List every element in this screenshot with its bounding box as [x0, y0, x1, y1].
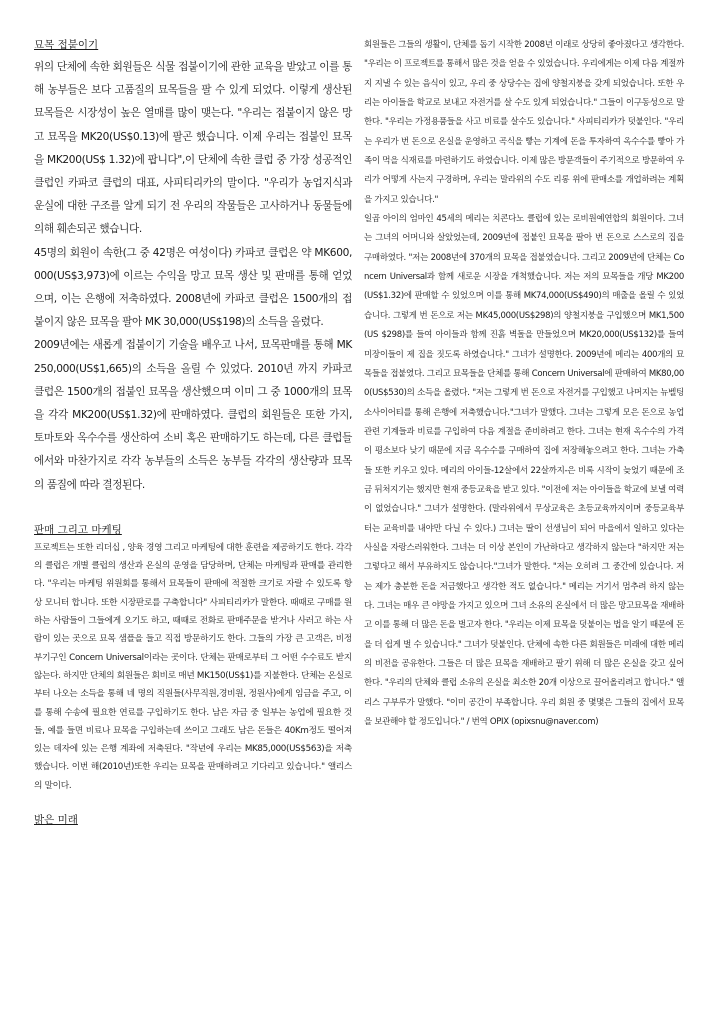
section-heading-bright-future: 밝은 미래 — [34, 814, 78, 827]
section-heading-sales-marketing: 판매 그리고 마케팅 — [34, 523, 122, 536]
right-column — [364, 36, 684, 732]
paragraph: 2009년에는 새롭게 접붙이기 기술을 배우고 나서, 묘목판매를 통해 MK250,000(US$1,665)의 소득을 올릴 수 있었다. 2010년 까지 카파코 클럽은 1500개의 접붙인 묘목을 생산했으며 이미 그 중 1000개의 묘목을 각각 MK200(US$1.32)에 판매하였다. 클럽의 회원들은 또한 가지, 토마토와 옥수수를 생산하여 소비 혹은 판매하기도 하는데, 다른 클럽들에서와 마찬가지로 각각 농부들의 소득은 농부들 각각의 생산량과 묘목의 품질에 따라 결정된다. — [34, 339, 352, 491]
paragraph: 회원들은 그들의 생활이, 단체를 돕기 시작한 2008년 이래로 상당히 좋아졌다고 생각한다. "우리는 이 프로젝트를 통해서 많은 것을 얻을 수 있었습니다. 우리에게는 이제 다음 계절까지 지낼 수 있는 음식이 있고, 우리 중 상당수는 집에 양철지붕을 갖게 되었습니다. 또한 우리는 아이들을 학교로 보내고 자전거를 살 수도 있게 되었습니다." 그들이 이구동성으로 말한다. "우리는 가정용품들을 사고 비료를 살수도 있습니다." 사피티리카가 덧붙인다. "우리는 우리가 번 돈으로 온실을 운영하고 곡식을 빻는 기계에 돈을 투자하여 옥수수를 빻아 가족이 먹을 식재료를 마련하기도 하였습니다. 이제 많은 방문객들이 주기적으로 방문하여 우리가 어떻게 사는지 구경하며, 우리는 말라위의 수도 리롱 위에 판매소를 개업하려는 계획을 가지고 있습니다." — [364, 40, 684, 205]
paragraph: 위의 단체에 속한 회원들은 식물 접붙이기에 관한 교육을 받았고 이를 통해 농부들은 보다 고품질의 묘목들을 팔 수 있게 되었다. 이렇게 생산된 묘목들은 시장성이 높은 열매를 많이 맺는다. "우리는 접붙이지 않은 망고 묘목을 MK20(US$0.13)에 팔곤 했습니다. 이제 우리는 접붙인 묘목을 MK200(US$ 1.32)에 팝니다",이 단체에 속한 클럽 중 가장 성공적인 클럽인 카파코 클럽의 대표, 사피티리카의 말이다. "우리가 농업지식과 운실에 대한 구조를 알게 되기 전 우리의 작물들은 고사하거나 동물들에 의해 훼손되곤 했습니다. — [34, 61, 352, 236]
paragraph: 프로젝트는 또한 리더십 , 양육 경영 그리고 마케팅에 대한 훈련을 제공하기도 한다. 각각의 클럽은 개별 클럽의 생산과 온실의 운영을 담당하며, 단체는 마케팅과 판매를 관리한다. "우리는 마케팅 위원회를 통해서 묘목들이 판매에 적절한 크기로 자랄 수 있도록 항상 모니터 합니다. 또한 시장판로를 구축합니다" 사피티리카가 말한다. 때때로 구매를 원하는 사람들이 그들에게 오기도 하고, 때때로 전화로 판매주문을 받거나 사러고 하는 사람이 있는 곳으로 묘목 샘플을 들고 직접 방문하기도 한다. 그들의 가장 큰 고객은, 비정부기구인 Concern Universal이라는 곳이다. 단체는 판매로부터 그 어떤 수수료도 받지 않는다. 하지만 단체의 회원들은 회비로 매년 MK150(US$1)를 지불한다. 단체는 온실로부터 나오는 소득을 통해 네 명의 직원들(사무직원,경비원, 정원사)에게 임금을 주고, 이를 통해 수송에 필요한 연료를 구입하기도 한다. 남은 자금 중 일부는 농업에 필요한 것들, 예를 들면 비료나 묘목을 구입하는데 쓰이고 그래도 남은 돈들은 40Km정도 떨어져 있는 데자에 있는 은행 계좌에 저축된다. "작년에 우리는 MK85,000(US$563)을 저축했습니다. 이번 해(2010년)또한 우리는 묘목을 판매하려고 기다리고 있습니다." 앨리스의 말이다. — [34, 542, 353, 791]
paragraph: 45명의 회원이 속한(그 중 42명은 여성이다) 카파코 클럽은 약 MK600,000(US$3,973)에 이르는 수익을 망고 묘목 생산 및 판매를 통해 얻었으며, 이는 은행에 저축하였다. 2008년에 카파코 클럽은 1500개의 접붙이지 않은 묘목을 팔아 MK 30,000(US$198)의 소득을 올렸다. — [34, 246, 352, 329]
section-heading-grafting: 묘목 접붙이기 — [34, 39, 99, 51]
left-column — [34, 36, 352, 829]
paragraph: 일곱 아이의 엄마인 45세의 메리는 치콘다노 클럽에 있는 로비원예연합의 회원이다. 그녀는 그녀의 어머니와 살았었는데, 2009년에 접붙인 묘목을 팔아 번 돈으로 스스로의 집을 구매하였다. "저는 2008년에 370개의 묘목을 접붙였습니다. 그리고 2009년에 단체는 Concern Universal과 함께 새로운 시장을 개척했습니다. 저는 저의 묘목들을 개당 MK200(US$1.32)에 판매할 수 있었으며 이를 통해 MK74,000(US$490)의 매출을 올릴 수 있었습니다. 그렇게 번 돈으로 저는 MK45,000(US$298)의 양철지붕을 구입했으며 MK1,500(US $298)를 들여 아이들과 함께 진흙 벽돌을 만들었으며 MK20,000(US$132)를 들여 미장이들이 제 집을 짓도록 하였습니다." 그녀가 설명한다. 2009년에 메리는 400개의 묘목들을 접붙였다. 그리고 묘목들을 단체를 통해 Concern Universal에 판매하여 MK80,000(US$530)의 소득을 올렸다. "저는 그렇게 번 돈으로 자전거를 구입했고 나머지는 뉴벨팅 소사이어티를 통해 은행에 저축했습니다."그녀가 말했다. 그녀는 그렇게 모은 돈으로 농업관련 기계들과 비료를 구입하여 다음 계절을 준비하려고 한다. 그녀는 현재 옥수수의 가격이 평소보다 낮기 때문에 지금 옥수수를 구매하여 집에 저장해놓으려고 한다. 그녀는 가축들 또한 키우고 있다. 메리의 아이들-12살에서 22살까지-은 비록 시작이 늦었기 때문에 조금 뒤처지기는 했지만 현재 중등교육을 받고 있다. "이전에 저는 아이들을 학교에 보낼 여력이 없었습니다." 그녀가 설명한다. (말라위에서 무상교육은 초등교육까지이며 중등교육부터는 교육비를 내야만 다닐 수 있다.) 그녀는 딸이 선생님이 되어 마을에서 일하고 있다는 사실을 자랑스러워한다. 그녀는 더 이상 본인이 가난하다고 생각하지 않는다 "하지만 저는 그렇다고 해서 부유하지도 않습니다."그녀가 말한다. "저는 오히려 그 중간에 있습니다. 저는 제가 충분한 돈을 저금했다고 생각한 적도 없습니다." 메리는 거기서 멈추려 하지 않는다. 그녀는 매우 큰 야망을 가지고 있으며 그녀 소유의 온실에서 더 많은 망고묘목을 재배하고 이를 통해 더 많은 돈을 벌고자 한다. "우리는 이제 묘목을 덧붙이는 법을 알기 때문에 돈을 더 쉽게 벌 수 있습니다." 그녀가 덧붙인다. 단체에 속한 다른 회원들은 미래에 대한 메리의 비전을 공유한다. 그들은 더 많은 묘목을 재배하고 팔기 위해 더 많은 온실을 갖고 싶어 한다. "우리의 단체와 클럽 소유의 온실을 최소한 20개 이상으로 끌어올리려고 합니다." 앨리스 구부루가 말했다. "이미 공간이 부족합니다. 우리 회원 중 몇몇은 그들의 집에서 묘목을 보관해야 할 정도입니다." / 번역 OPIX (opixsnu@naver.com) — [364, 214, 684, 728]
